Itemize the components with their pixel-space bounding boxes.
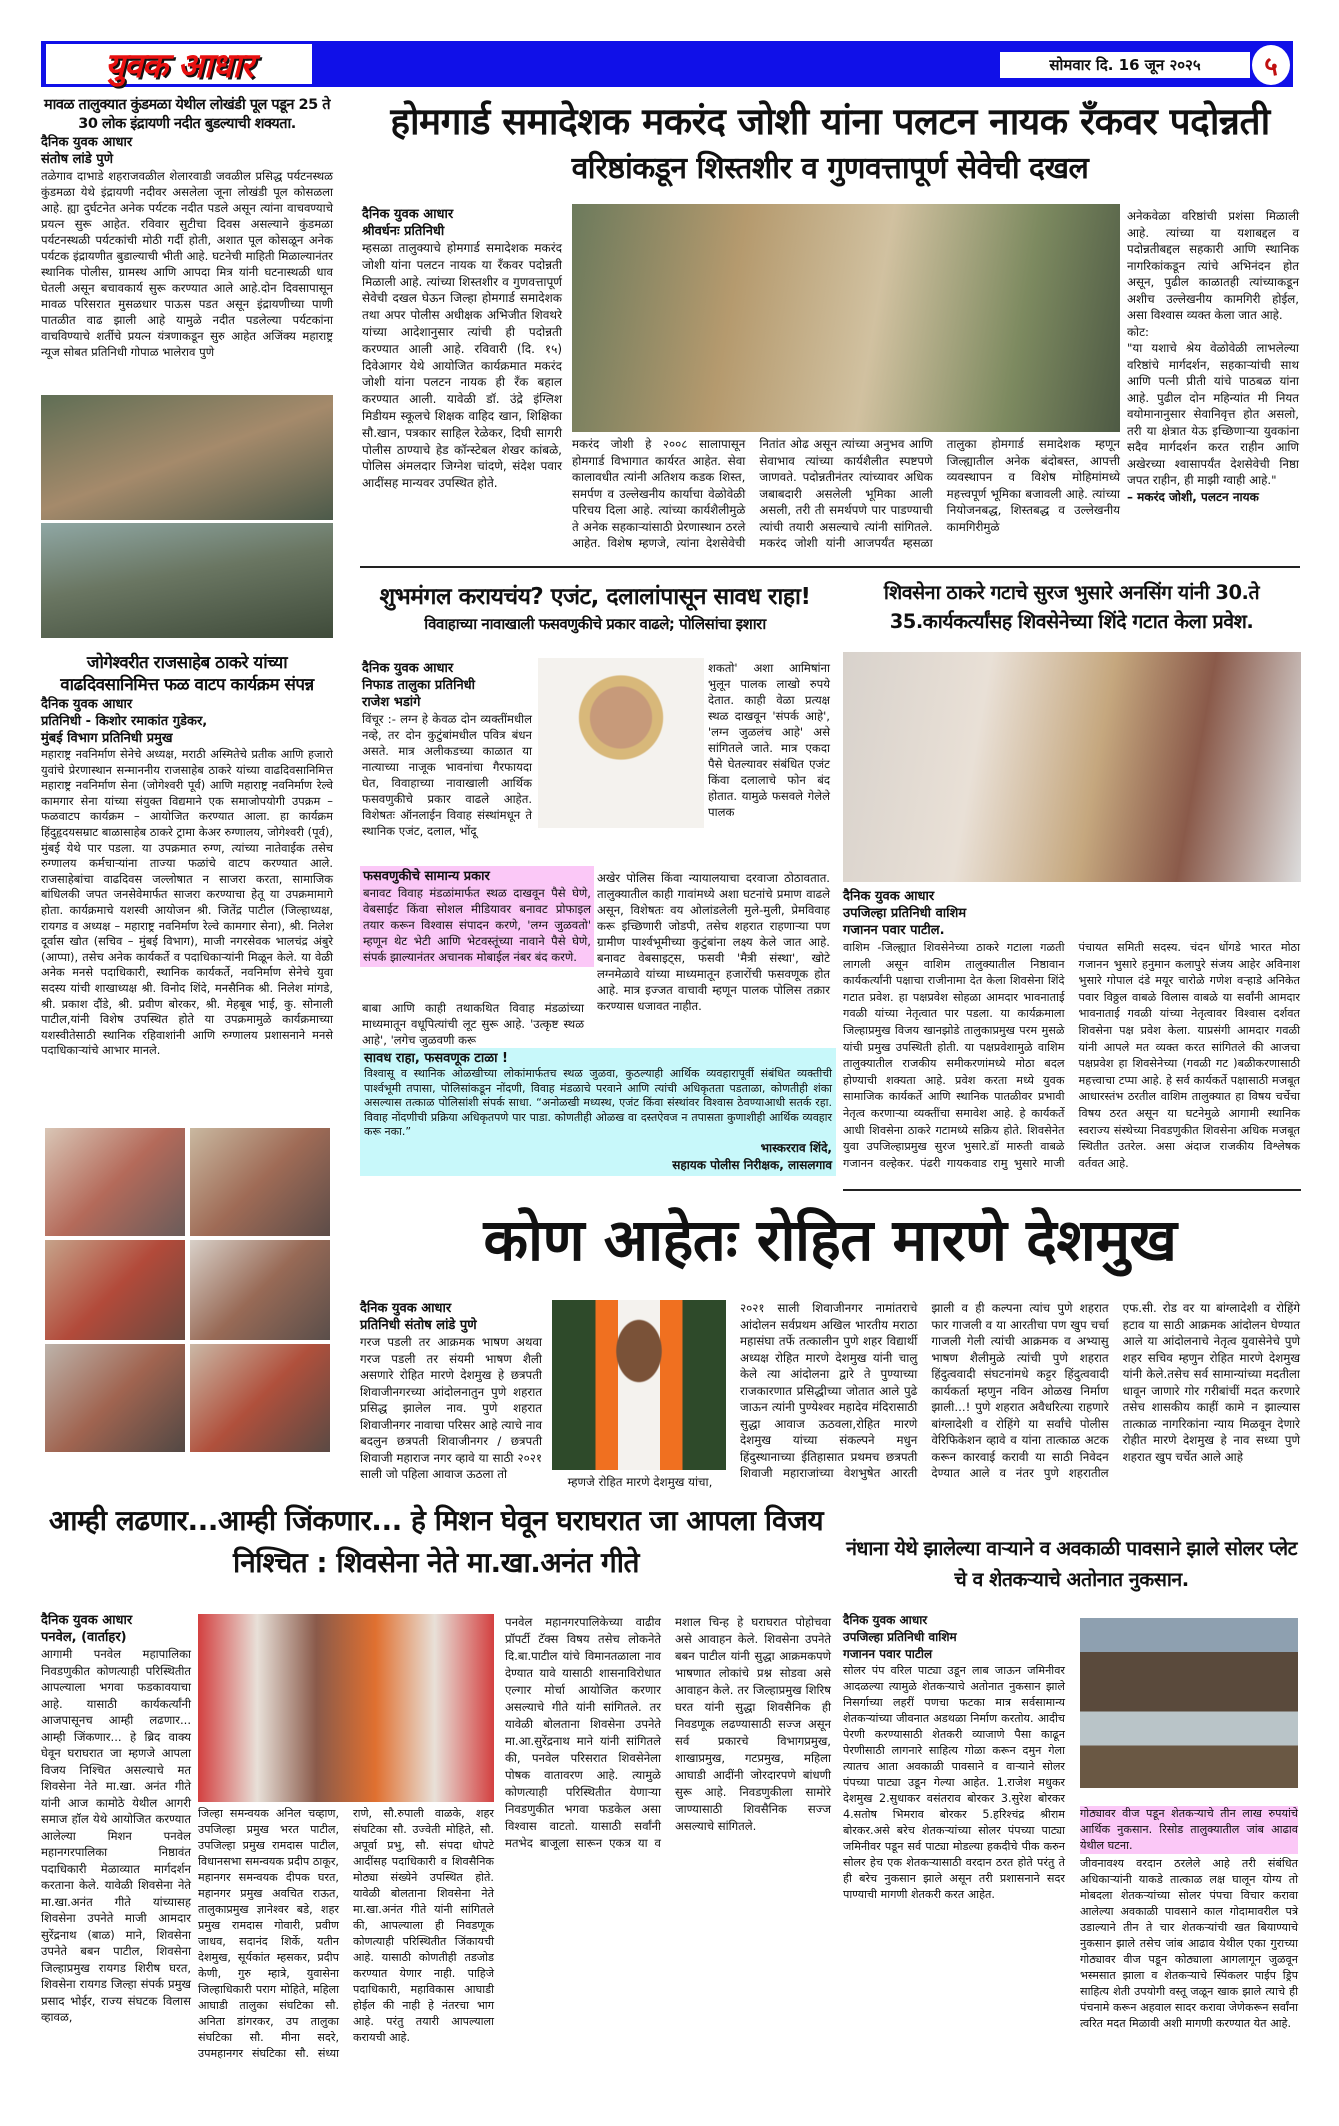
byline: दैनिक युवक आधार: [41, 1613, 133, 1628]
quote-author: – मकरंद जोशी, पलटन नायक: [1127, 489, 1259, 504]
byline: उपजिल्हा प्रतिनिधी वाशिम: [843, 906, 967, 921]
portrait-photo: [552, 1300, 726, 1470]
article-text: अनेकवेळा वरिष्ठांची प्रशंसा मिळाली आहे. त्यांच्या या यशाबद्दल व पदोन्नतीबद्दल सहकारी आणि स्थानिक नागरिकांकडून त्यांचे अभिनंदन होत असून, पुढील काळातही त्यांच्याकडून अशीच उल्लेखनीय कामगिरी होईल, असा विश्वास व्यक्त केला जात आहे.: [1127, 209, 1299, 322]
shivsena-meeting-photo: [198, 1614, 494, 1802]
article-body: [843, 888, 1300, 939]
article-body-right: २०२१ साली शिवाजीनगर नामांतराचे आंदोलन सर्वप्रथम अखिल भारतीय मराठा महासंघा तर्फे तत्कालीन पुणे शहर विद्यार्थी अध्यक्ष रोहित मारणे देशमुख यांनी चालु केले त्या आंदोलना द्वारे ते पुण्याच्या राजकारणात प्रसिद्धीच्या जोतात आले पुढे जाऊन त्यांनी पुण्येश्वर महादेव मंदिरासाठी सुद्धा आवाज ऊठवला,रोहित मारणे देशमुख यांच्या संकल्पने मधुन हिंदुस्थानाच्या ईतिहासात प्रथमच छत्रपती शिवाजी महाराजांच्या वेशभुषेत आरती झाली व ही कल्पना त्यांच पुणे शहरात फार गाजली व या आरतीचा पण खुप चर्चा गाजली गेली त्यांची आक्रमक व अभ्यासु भाषण शैलीमुळे त्यांची पुणे शहरात हिंदुत्ववादी संघटनांमधे कट्टर हिंदुत्ववादी कार्यकर्ता म्हणुन नविन ओळख निर्माण झाली...! पुणे शहरात अवैधरित्या राहणारे बांग्लादेशी व रोहिंगे या सर्वांचे पोलीस वेरिफिकेशन व्हावे व यांना तात्काळ अटक करून कारवाई करावी या साठी निवेदन देण्यात आले व नंतर पुणे शहरातील एफ.सी. रोड वर या बांग्लादेशी व रोहिंगे हटाव या साठी आक्रमक आंदोलन घेण्यात आले या आंदोलनाचे नेतृत्व युवासेनेचे पुणे शहर सचिव म्हणुन रोहित मारणे देशमुख यांनी केले.तसेच सर्व सामान्यांच्या मदतीला धावून जाणारे गोर गरीबांचीं मदत करणारे तसेच शासकीय काहीं कामे न झाल्यास तात्काळ नागरिकांना न्याय मिळवून देणारे रोहीत मारणे देशमुख हे नाव सध्या पुणे शहरात खुप चर्चेत आले आहे: [740, 1301, 1300, 1480]
article-body-bottom-right: अखेर पोलिस किंवा न्यायालयाचा दरवाजा ठोठावतात. तालुक्यातील काही गावांमध्ये अशा घटनांचे प्रमाण वाढले असून, विशेषतः वय ओलांडलेली मुले-मुली, प्रेमविवाह करू इच्छिणारी जोडपी, तसेच शहरात राहणाऱ्या पण ग्रामीण पार्श्वभूमीच्या कुटुंबांना लक्ष्य केले जात आहे. बनावट वेबसाइट्स, फसवी 'मैत्री संस्था', खोटे लग्नमेळावे यांच्या माध्यमातून हजारोंची फसवणूक होत आहे. मात्र इज्जत वाचावी म्हणून पालक पोलिस तक्रार करण्यास धजावत नाहीत.: [597, 871, 830, 1013]
main-headline: होमगार्ड समादेशक मकरंद जोशी यांना पलटन नायक रँकवर पदोन्नती: [390, 100, 1270, 143]
byline: गजानन पवार पाटील: [843, 1647, 933, 1661]
byline: राजेश भडांगे: [362, 695, 421, 710]
logo-text: युवक आधार: [105, 46, 253, 86]
byline: दैनिक युवक आधार: [360, 1301, 452, 1316]
article-body-middle: जिल्हा समन्वयक अनिल चव्हाण, उपजिल्हा प्रमुख भरत पाटील, उपजिल्हा प्रमुख रामदास पाटील, विधानसभा समन्वयक प्रदीप ठाकूर, महानगर समन्वयक दीपक घरत, महानगर प्रमुख अवचित राऊत, तालुकाप्रमुख ज्ञानेश्वर बडे, शहर प्रमुख रामदास गोवारी, प्रवीण जाधव, सदानंद शिर्के, यतीन देशमुख, सूर्यकांत म्हसकर, प्रदीप केणी, गुरु म्हात्रे, युवासेना जिल्हाधिकारी पराग मोहिते, महिला आघाडी तालुका संघटिका सौ. अनिता डांगरकर, उप तालुका संघटिका सौ. मीना सदरे, उपमहानगर संघटिका सौ. संध्या राणे, सौ.रुपाली वाळके, शहर संघटिका सौ. उज्वेती मोहिते, सौ. अपूर्वा प्रभु, सौ. संपदा धोपटे आदींसह पदाधिकारी व शिवसैनिक मोठ्या संख्येने उपस्थित होते. यावेळी बोलताना शिवसेना नेते मा.खा.अनंत गीते यांनी सांगितले की, आपल्याला ही निवडणूक कोणत्याही परिस्थितीत जिंकायची आहे. यासाठी कोणतीही तडजोड करण्यात येणार नाही. पाहिजे पदाधिकारी, महाविकास आघाडी होईल की नाही हे नंतरचा भाग आहे. परंतु तयारी आपल्याला करायची आहे.: [198, 1807, 494, 2060]
quote-author-title: सहायक पोलीस निरीक्षक, लासलगाव: [672, 1157, 832, 1172]
subheadline: विवाहाच्या नावाखाली फसवणुकीचे प्रकार वाढले; पोलिसांचा इशारा: [424, 615, 766, 633]
byline: संतोष लांडे पुणे: [41, 152, 114, 167]
article-body-left: [41, 1612, 191, 2026]
fruit-distribution-photo: [45, 1128, 185, 1236]
article-body-left: [362, 660, 532, 839]
bridge-rescue-photo: [41, 395, 333, 520]
article-body-right: [1127, 208, 1299, 506]
byline: दैनिक युवक आधार: [843, 1613, 928, 1627]
byline: दैनिक युवक आधार: [362, 207, 454, 222]
headline: आम्ही लढणार...आम्ही जिंकणार... हे मिशन घेवून घराघरात जा आपला विजय निश्चित : शिवसेना नेते मा.खा.अनंत गीते: [48, 1504, 824, 1579]
article-body-left: [362, 206, 562, 492]
damaged-solar-panel-photo: [1080, 1618, 1298, 1788]
article-bridge-collapse: [41, 96, 333, 360]
article-body: महाराष्ट्र नवनिर्माण सेनेचे अध्यक्ष, मराठी अस्मितेचे प्रतीक आणि हजारो युवांचे प्रेरणास्थान सन्माननीय राजसाहेब ठाकरे यांच्या वाढदिवसानिमित्त महाराष्ट्र नवनिर्माण सेना (जोगेश्वरी पूर्व) आणि महाराष्ट्र नवनिर्माण रेल्वे कामगार सेना यांच्या संयुक्त विद्यमाने एक समाजोपयोगी उपक्रम – फळवाटप कार्यक्रम – आयोजित करण्यात आला. हा कार्यक्रम हिंदुहृदयसम्राट बाळासाहेब ठाकरे ट्रामा केअर रुग्णालय, जोगेश्वरी (पूर्व), मुंबई येथे पार पडला. या उपक्रमात रुग्ण, त्यांच्या नातेवाईक तसेच रुग्णालय कर्मचाऱ्यांना ताज्या फळांचे वाटप करण्यात आले. राजसाहेबांचा वाढदिवस जल्लोषात न साजरा करता, सामाजिक बांधिलकी जपत जनसेवेमार्फत साजरा करण्याचा हेतू या उपक्रमामागे होता. कार्यक्रमाचे यशस्वी आयोजन श्री. जितेंद्र पाटील (जिल्हाध्यक्ष, रायगड व अध्यक्ष – महाराष्ट्र नवनिर्माण रेल्वे कामगार सेना), श्री. निलेश दूर्वास खोत (सचिव – मुंबई विभाग), माजी नगरसेवक भालचंद्र अंबुरे (आप्पा), तसेच अनेक कार्यकर्ते व पदाधिकाऱ्यांनी मिळून केले. या वेळी अनेक मनसे पदाधिकारी, स्थानिक कार्यकर्ते, नवनिर्माण सेनेचे युवा सदस्य यांची शाखाध्यक्ष श्री. विनोद शिंदे, मनसैनिक श्री. निलेश मांगडे, श्री. प्रकाश दौंडे, श्री. प्रवीण बोरकर, श्री. मेहबूब भाई, कु. सोनाली पाटील,यांनी विशेष उपस्थित होते या उपक्रमामुळे कार्यक्रमाच्या यशस्वीतेसाठी स्थानिक रहिवाशांनी आणि रुग्णालय प्रशासनाने मनसे पदाधिकाऱ्यांचे आभार मानले.: [41, 747, 333, 1058]
byline: दैनिक युवक आधार: [362, 661, 454, 676]
quote-label: कोट:: [1127, 324, 1150, 339]
article-fruit-distribution: [41, 652, 333, 1059]
lightning-news-box: गोठ्यावर वीज पडून शेतकऱ्याचे तीन लाख रुपयांचे आर्थिक नुकसान. रिसोड तालुक्यातील जांब आढाव येथील घटना.: [1080, 1807, 1298, 1852]
fruit-distribution-photo: [45, 1344, 185, 1452]
headline: नंधाना येथे झालेल्या वाऱ्याने व अवकाळी पावसाने झाले सोलर प्लेट चे व शेतकऱ्याचे अतोनात नुकसान.: [846, 1537, 1297, 1591]
box-title: सावध राहा, फसवणूक टाळा !: [364, 1051, 508, 1066]
byline: उपजिल्हा प्रतिनिधी वाशिम: [843, 1630, 957, 1644]
quote-text: "या यशाचे श्रेय वेळोवेळी लाभलेल्या वरिष्ठांचे मार्गदर्शन, सहकाऱ्यांची साथ आणि पत्नी प्रीती यांचे पाठबळ यांना आहे. पुढील दोन महिन्यांत मी नियत वयोमानानुसार सेवानिवृत्त होत असलो, तरी या क्षेत्रात येऊ इच्छिणाऱ्या युवकांना सदैव मार्गदर्शन करत राहीन आणि अखेरच्या श्वासापर्यंत देशसेवेची निष्ठा जपत राहीन, ही माझी ग्वाही आहे.": [1127, 341, 1299, 487]
divider: [360, 566, 1300, 568]
byline: मुंबई विभाग प्रतिनिधी प्रमुख: [41, 731, 173, 746]
article-body-right: पनवेल महानगरपालिकेच्या वाढीव प्रॉपर्टी टॅक्स विषय तसेच लोकनेते दि.बा.पाटील यांचे विमानतळाला नाव देण्यात यावे यासाठी शासनाविरोधात एल्गार मोर्चा आयोजित करणार असल्याचे गीते यांनी सांगितले. तर यावेळी बोलताना शिवसेना उपनेते मा.आ.सुरेंद्रनाथ माने यांनी सांगितले की, पनवेल परिसरात शिवसेनेला पोषक वातावरण आहे. त्यामुळे कोणत्याही परिस्थितीत येणाऱ्या निवडणुकीत भगवा फडकेल असा विश्वास वाटतो. यासाठी सर्वांनी मतभेद बाजूला सारून एकत्र या व मशाल चिन्ह हे घराघरात पोहोचवा असे आवाहन केले. शिवसेना उपनेते बबन पाटील यांनी सुद्धा आक्रमकपणे भाषणात लोकांचे प्रश्न सोडवा असे आवाहन केले. तर जिल्हाप्रमुख शिरिष घरत यांनी सुद्धा शिवसैनिक ही निवडणूक लढण्यासाठी सज्ज असून सर्व प्रकारचे विभागप्रमुख, शाखाप्रमुख, गटप्रमुख, महिला आघाडी आदींनी जोरदारपणे बांधणी सुरू आहे. निवडणुकीला सामोरे जाण्यासाठी शिवसैनिक सज्ज असल्याचे सांगितले.: [505, 1615, 831, 1850]
byline: श्रीवर्धनः प्रतिनिधी: [362, 224, 445, 239]
quote-author: भास्करराव शिंदे,: [760, 1140, 832, 1155]
fraud-types-box: [360, 866, 594, 967]
article-body-right: जीवनावश्य वरदान ठरलेले आहे तरी संबंधित अधिकाऱ्यांनी याकडे तात्काळ लक्ष घालून योग्य तो मोबदला शेतकऱ्यांच्या सोलर पंपचा विचार करावा आलेल्या अवकाळी पावसाने काल गोदामावरील पत्रे उडाल्याने तीन ते चार शेतकऱ्यांची खत बियाण्याचे नुकसान झाले तसेच जांब आढाव येथील एका गुराच्या गोठ्यावर वीज पडून कोठ्याला आगलागून जुळवून भस्मसात झाला व शेतकऱ्याचे स्पिंकलर पाईप ड्रिप साहित्य शेती उपयोगी वस्तू जळून खाक झाले त्याचे ही पंचनामे करून अहवाल सादर करावा जेणेकरून सर्वांना त्वरित मदत मिळावी अशी मागणी करण्यात येत आहे.: [1080, 1857, 1298, 2030]
headline: शिवसेना ठाकरे गटाचे सुरज भुसारे अनसिंग यांनी 30.ते 35.कार्यकर्त्यांसह शिवसेनेच्या शिंदे गटात केला प्रवेश.: [883, 581, 1260, 633]
fruit-distribution-photo: [45, 1240, 185, 1340]
article-body-left: [360, 1300, 542, 1483]
headline: कोण आहेतः रोहित मारणे देशमुख: [483, 1206, 1177, 1274]
police-officer-photo: [538, 658, 704, 828]
headline: मावळ तालुक्यात कुंडमळा येथील लोखंडी पूल पडून 25 ते 30 लोक इंद्रायणी नदीत बुडल्याची शक्यता.: [43, 97, 331, 132]
fruit-distribution-photo: [190, 1240, 330, 1340]
page-number: ५: [1252, 45, 1290, 85]
article-body-middle: मकरंद जोशी हे २००८ सालापासून होमगार्ड विभागात कार्यरत आहेत. सेवा कालावधीत त्यांनी अतिशय कडक शिस्त, समर्पण व उल्लेखनीय कार्याचा वेळोवेळी परिचय दिला आहे. त्यांच्या कार्यशैलीमुळे ते अनेक सहकाऱ्यांसाठी प्रेरणास्थान ठरले आहेत. विशेष म्हणजे, त्यांना देशसेवेची नितांत ओढ असून त्यांच्या अनुभव आणि सेवाभाव त्यांच्या कार्यशैलीत स्पष्टपणे जाणवते. पदोन्नतीनंतर त्यांच्यावर अधिक जबाबदारी असलेली भूमिका आली असली, तरी ती समर्थपणे पार पाडण्याची त्यांची तयारी असल्याचे त्यांनी सांगितले. मकरंद जोशी यांनी आजपर्यंत म्हसळा तालुका होमगार्ड समादेशक म्हणून जिल्ह्यातील अनेक बंदोबस्त, आपत्ती व्यवस्थापन व विशेष मोहिमांमध्ये महत्त्वपूर्ण भूमिका बजावली आहे. त्यांच्या नियोजनबद्ध, शिस्तबद्ध व उल्लेखनीय कामगिरीमुळे: [572, 437, 1120, 550]
newspaper-logo: [46, 44, 312, 84]
issue-date: सोमवार दि. 16 जून २०२५: [1000, 52, 1250, 78]
river-crowd-photo: [41, 523, 333, 638]
byline: प्रतिनिधी संतोष लांडे पुणे: [360, 1318, 477, 1333]
fruit-distribution-photo: [190, 1344, 330, 1452]
article-text: म्हसळा तालुक्याचे होमगार्ड समादेशक मकरंद जोशी यांना पलटन नायक या रँकवर पदोन्नती मिळाली आहे. त्यांच्या शिस्तशीर व गुणवत्तापूर्ण सेवेची दखल घेऊन जिल्हा होमगार्ड समादेशक तथा अपर पोलीस अधीक्षक अभिजीत शिवथरे यांच्या आदेशानुसार त्यांची ही पदोन्नती करण्यात आली आहे. रविवारी (दि. १५) दिवेआगर येथे आयोजित कार्यक्रमात मकरंद जोशी यांना पलटन नायक ही रँक बहाल करण्यात आली. यावेळी डॉ. उंद्रे इंग्लिश मिडीयम स्कूलचे शिक्षक वाहिद खान, शिक्षिका सौ.खान, पत्रकार साहिल रेळेकर, दिघी सागरी पोलीस ठाण्याचे हेड कॉन्स्टेबल शेखर कांबळे, पोलिस अंमलदार जिग्नेश चांदणे, संदेश पवार आदींसह मान्यवर उपस्थित होते.: [362, 241, 562, 491]
article-body-bottom-left: बाबा आणि काही तथाकथित विवाह मंडळांच्या माध्यमातून वधूपित्यांची लूट सुरू आहे. 'उत्कृष्ट स्थळ आहे', 'लगेच जुळवणी करू: [362, 1001, 584, 1047]
byline: दैनिक युवक आधार: [41, 697, 133, 712]
advice-box: [360, 1048, 836, 1176]
byline: निफाड तालुका प्रतिनिधी: [362, 678, 476, 693]
promotion-ceremony-photo: [572, 204, 1120, 432]
byline: पनवेल, (वार्ताहर): [41, 1630, 127, 1645]
main-subheadline: वरिष्ठांकडून शिस्तशीर व गुणवत्तापूर्ण सेवेची दखल: [571, 151, 1089, 186]
box-title: फसवणुकीचे सामान्य प्रकार: [363, 869, 490, 884]
headline: शुभमंगल करायचंय? एजंट, दलालांपासून सावध राहा!: [379, 584, 811, 610]
article-text: गरज पडली तर आक्रमक भाषण अथवा गरज पडली तर संयमी भाषण शैली असणारे रोहित मारणे देशमुख हे छत्रपती शिवाजीनगरच्या आंदोलनातुन पुणे शहरात प्रसिद्ध झालेल नाव. पुणे शहरात शिवाजीनगर नावाचा परिसर आहे त्याचे नाव बदलुन छत्रपती शिवाजीनगर / छत्रपती शिवाजी महाराज नगर व्हावे या साठी २०२१ साली जो पहिला आवाज ऊठला तो: [360, 1335, 542, 1481]
photo-caption: म्हणजे रोहित मारणे देशमुख यांचा,: [567, 1475, 713, 1489]
article-text: विंचूर :- लग्न हे केवळ दोन व्यक्तींमधील नव्हे, तर दोन कुटुंबांमधील पवित्र बंधन असते. मात्र अलीकडच्या काळात या नात्याच्या नाजूक भावनांचा गैरफायदा घेत, विवाहाच्या नावाखाली आर्थिक फसवणुकीचे प्रकार वाढले आहेत. विशेषतः ऑनलाईन विवाह संस्थांमधून ते स्थानिक एजंट, दलाल, भोंदू: [362, 712, 532, 838]
byline: दैनिक युवक आधार: [843, 889, 935, 904]
byline: दैनिक युवक आधार: [41, 135, 133, 150]
divider: [843, 1189, 1301, 1191]
box-text: विश्वासू व स्थानिक ओळखीच्या लोकांमार्फतच स्थळ जुळवा, कुठल्याही आर्थिक व्यवहारापूर्वी संबंधित व्यक्तीची पार्श्वभूमी तपासा, पोलिसांकडून नोंदणी, विवाह मंडळाचे परवाने आणि त्यांची अधिकृतता पडताळा, कोणतीही शंका असल्यास तत्काळ पोलिसांशी संपर्क साधा. “अनोळखी मध्यस्थ, एजंट किंवा संस्थांवर विश्वास ठेवण्याआधी सतर्क रहा. विवाह नोंदणीची प्रक्रिया अधिकृतपणे पार पाडा. कोणतीही ओळख वा दस्तऐवज न तपासता कुणाशीही आर्थिक व्यवहार करू नका.”: [364, 1067, 832, 1138]
party-entry-photo: [843, 652, 1301, 882]
headline: जोगेश्वरीत राजसाहेब ठाकरे यांच्या वाढदिवसानिमित्त फळ वाटप कार्यक्रम संपन्न: [60, 653, 314, 695]
article-body-right: शकतो' अशा आमिषांना भुलून पालक लाखो रुपये देतात. काही वेळा प्रत्यक्ष स्थळ दाखवून 'संपर्क आहे', 'लग्न जुळलंच आहे' असे सांगितले जाते. मात्र एकदा पैसे घेतल्यावर संबंधित एजंट किंवा दलालाचे फोन बंद होतात. यामुळे फसवले गेलेले पालक: [708, 661, 830, 819]
box-text: बनावट विवाह मंडळांमार्फत स्थळ दाखवून पैसे घेणे, वेबसाईट किंवा सोशल मीडियावर बनावट प्रोफाइल तयार करून विश्वास संपादन करणे, 'लग्न जुळवतो' म्हणून थेट भेटी आणि भेटवस्तूंच्या नावाने पैसे घेणे, संपर्क झाल्यानंतर अचानक मोबाईल नंबर बंद करणे.: [363, 886, 591, 964]
article-text: वाशिम -जिल्ह्यात शिवसेनेच्या ठाकरे गटाला गळती लागली असून वाशिम तालुक्यातील निष्ठावान कार्यकर्त्यांनी पक्षाचा राजीनामा देत केला शिवसेना शिंदे गटात प्रवेश. हा पक्षप्रवेश सोहळा आमदार भावनाताई गवळी यांच्या नेतृत्वात पार पडला. या कार्यक्रमाला जिल्हाप्रमुख विजय खानझोडे तालुकाप्रमुख परम मुसळे यांची प्रमुख उपस्थिती होती. या पक्षप्रवेशामुळे वाशिम तालुक्यातील राजकीय समीकरणांमध्ये मोठा बदल होण्याची शक्यता आहे. प्रवेश करता मध्ये युवक सामाजिक कार्यकर्ते आणि स्थानिक पातळीवर प्रभावी नेतृत्व करणाऱ्या व्यक्तींचा समावेश आहे. हे कार्यकर्ते आधी शिवसेना ठाकरे गटामध्ये सक्रिय होते. शिवसेनेत युवा उपजिल्हाप्रमुख सुरज भुसारे.डॉ मारुती वाबळे गजानन वल्हेकर. पंढरी गायकवाड रामु भुसारे माजी पंचायत समिती सदस्य. चंदन धोंगडे भारत मोठा गजानन भुसारे हनुमान कलापुरे संजय आहेर अविनाश भुसारे गोपाल दंडे मयूर चारोळे गणेश वऱ्हाडे अनिकेत पवार विठ्ठल वाबळे विलास वाबळे या सर्वांनी आमदार भावनाताई गवळी यांच्या नेतृत्वावर विश्वास दर्शवत शिवसेना पक्ष प्रवेश केला. याप्रसंगी आमदार गवळी यांनी आपले मत व्यक्त करत सांगितले की आजचा पक्षप्रवेश हा शिवसेनेच्या (गवळी गट )बळीकरणासाठी महत्त्वाचा टप्पा आहे. हे सर्व कार्यकर्ते पक्षासाठी मजबूत आधारस्तंभ ठरतील वाशिम तालुक्यात हा विषय चर्चेचा विषय ठरत असून या घटनेमुळे आगामी स्थानिक स्वराज्य संस्थेच्या निवडणुकीत शिवसेना अधिक मजबूत स्थितीत उतरेल. असा अंदाज राजकीय विश्लेषक वर्तवत आहे.: [843, 941, 1300, 1170]
byline: प्रतिनिधी - किशोर रमाकांत गुडेकर,: [41, 714, 208, 729]
article-body: तळेगाव दाभाडे शहराजवळील शेलारवाडी जवळील प्रसिद्ध पर्यटनस्थळ कुंडमळा येथे इंद्रायणी नदीवर असलेला जूना लोखंडी पूल कोसळला आहे. ह्या दुर्घटनेत अनेक पर्यटक नदीत पडले असून त्यांना वाचवण्याचे प्रयत्न सुरू आहेत. रविवार सुटीचा दिवस असल्याने कुंडमळा पर्यटनस्थळी पर्यटकांची मोठी गर्दी होती, अशात पूल कोसळून अनेक पर्यटक इंद्रायणीत बुडाल्याची भीती आहे. घटनेची माहिती मिळाल्यानंतर स्थानिक पोलीस, ग्रामस्थ आणि आपदा मित्र यांनी घटनास्थळी धाव घेतली असून बचावकार्य सुरू करण्यात आले आहे.दोन दिवसापासून मावळ परिसरात मुसळधार पाऊस पडत असून इंद्रायणीच्या पाणी पातळीत वाढ झाली आहे यामुळे नदीत पडलेल्या पर्यटकांना वाचविण्याचे शर्तीचे प्रयत्न यंत्रणाकडून सुरु आहेत अजिंक्य महाराष्ट्र न्यूज सोबत प्रतिनिधी गोपाळ भालेराव पुणे: [41, 169, 333, 359]
byline: गजानन पवार पाटील.: [843, 923, 945, 938]
article-text: आगामी पनवेल महापालिका निवडणुकीत कोणत्याही परिस्थितीत आपल्याला भगवा फडकावयाचा आहे. यासाठी कार्यकर्त्यांनी आजपासूनच आम्ही लढणार... आम्ही जिंकणार... हे ब्रिद वाक्य घेवून घराघरात जा म्हणजे आपला विजय निश्चित असल्याचे मत शिवसेना नेते मा.खा. अनंत गीते यांनी आज कामोठे येथील आगरी समाज हॉल येथे आयोजित करण्यात आलेल्या मिशन पनवेल महानगरपालिका निष्ठावंत पदाधिकारी मेळाव्यात मार्गदर्शन करताना केले. यावेळी शिवसेना नेते मा.खा.अनंत गीते यांच्यासह शिवसेना उपनेते माजी आमदार सुरेंद्रनाथ (बाळ) माने, शिवसेना उपनेते बबन पाटील, शिवसेना जिल्हाप्रमुख रायगड शिरीष घरत, शिवसेना रायगड जिल्हा संपर्क प्रमुख प्रसाद भोईर, राज्य संघटक विलास व्हावळ,: [41, 1647, 191, 2024]
article-body-left: [843, 1612, 1065, 1903]
fruit-distribution-photo: [190, 1128, 330, 1236]
article-text: सोलर पंप वरिल पाट्या उडून लाब जाऊन जमिनीवर आदळल्या त्यामुळे शेतकऱ्याचे अतोनात नुकसान झाले निसर्गाच्या लहरीं पणचा फटका मात्र सर्वसामान्य शेतकऱ्यांच्या जीवनात अडथळा निर्माण करतोय. आदीच पेरणी करण्यासाठी शेतकरी व्याजाणे पैसा काढून पेरणीसाठी लागनारे साहित्य गोळा करून दमुन गेला त्यातच आता अवकाळी पावसाने व वाऱ्याने सोलर पंपच्या पाट्या उडून गेल्या आहेत. 1.राजेश मधुकर देशमुख 2.सुधाकर वसंतराव बोरकर 3.सुरेश बोरकर 4.सतोष भिमराव बोरकर 5.हरिश्चंद्र श्रीराम बोरकर.असे बरेच शेतकऱ्यांच्या सोलर पंपच्या पाट्या जमिनीवर पडून सर्व पाट्या मोडल्या हकदीचे पीक करुन सोलर हेच एक शेतकऱ्यासाठी वरदान ठरत होते परंतु ते ही बरेच नुकसान झाले असून तरी प्रशासनाने सदर पाण्याची मागणी शेतकरी करत आहेत.: [843, 1664, 1065, 1901]
